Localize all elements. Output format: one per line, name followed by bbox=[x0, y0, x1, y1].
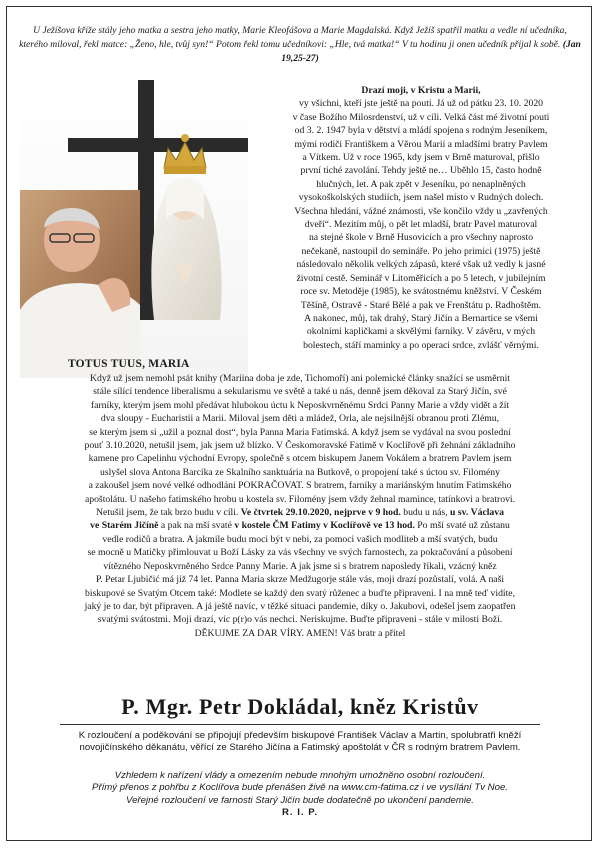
rip-text: R. I. P. bbox=[281, 807, 319, 819]
body-line: Když už jsem nemohl psát knihy (Mariina doba je zde, Tichomoří) ani polemické články snažící se usměrnit bbox=[90, 373, 510, 384]
intro-line: okolními kapličkami a skvělými farníky. V závěru, v mých bbox=[306, 326, 536, 338]
intro-line: Těšíně, Ostravě - Staré Bělé a pak ve Frenštátu p. Radhoštěm. bbox=[300, 299, 542, 311]
ceremony-date: Ve čtvrtek 29.10.2020, nejprve v 9 hod. bbox=[240, 507, 401, 519]
body-line: apoštolátu. U našeho fatimského hrobu u kostela sv. Filomény jsem vždy žehnal mamince, tatínkovi a bratrovi. bbox=[84, 493, 516, 505]
closing-line: DĚKUJME ZA DAR VÍRY. AMEN! Váš bratr a přítel bbox=[194, 627, 406, 639]
verse-text: U Ježíšova kříže stály jeho matka a sestra jeho matky, Marie Kleofášova a Marie Magdalská. Když Ježíš spatřil matku a vedle ní učedníka, kterého miloval, řekl matce: „Ženo, hle, tvůj syn!“ Potom řekl tomu učedníkovi: „Hle, tvá matka!“ V tu hodinu ji onen učedník přijal k sobě. bbox=[19, 25, 567, 50]
farewell-note bbox=[30, 730, 570, 755]
closing-line: svatými svátostmi. Moji drazí, víc p(r)o vás nechci. Neriskujme. Buďte připraveni - stále v milosti Boží. bbox=[97, 614, 503, 626]
verse-reference: (Jan 19,25-27) bbox=[281, 39, 581, 64]
intro-line: A nakonec, můj, tak drahý, Starý Jičín a Bernartice se všemi bbox=[304, 312, 538, 324]
closing-line: P. Petar Ljubičić má již 74 let. Panna Maria skrze Medžugorje stále vás, moji drazí pozůstalí, volá. A naši bbox=[95, 574, 505, 586]
ceremony-church: u sv. Václava bbox=[450, 507, 504, 519]
intro-line: mými rodiči Františkem a Věrou Marií a mladšími bratry Pavlem bbox=[294, 138, 548, 150]
ceremony-mass: v kostele ČM Fatimy v Koclířově ve 13 hod. bbox=[234, 520, 415, 532]
signature-name: P. Mgr. Petr Dokládal, kněz Kristův bbox=[121, 694, 479, 719]
ceremony-line-1 bbox=[18, 506, 582, 519]
photo-caption: TOTUS TUUS, MARIA bbox=[68, 358, 190, 370]
closing-line: se mocně u Matičky přimlouvat u Boží Lásky za vás všechny ve svých farnostech, za pokračování a působení bbox=[87, 547, 513, 559]
notice-line: Vzhledem k nařízení vlády a omezením nebude mnohým umožněno osobní rozloučení. bbox=[114, 770, 486, 781]
notice-line: Veřejné rozloučení ve farnosti Starý Jičín bude dodatečně po ukončení pandemie. bbox=[126, 794, 474, 806]
ceremony-line-2 bbox=[18, 519, 582, 532]
farewell-line: K rozloučení a poděkování se připojují především biskupové František Václav a Martin, spolubratři kněží bbox=[78, 730, 522, 741]
body-line: dva sloupy - Eucharistii a Marii. Miloval jsem děti a mládež, Orla, ale nejsilnější obranou proti Zlému, bbox=[100, 413, 500, 425]
body-line: kamene pro Capelinhu východní Evropy, společně s otcem biskupem Janem Vokálem a bratrem Pavlem jsem bbox=[88, 453, 512, 465]
body-line: farníky, kterým jsem mohl předávat hlubokou úctu k Neposkvrněnému Srdci Panny Marie a vždy vidět a žít bbox=[90, 399, 510, 411]
intro-line: první tiché zavolání. Tehdy ještě ne… Uběhlo 15, často hodně bbox=[300, 165, 542, 177]
intro-line: následovalo několik velkých zápasů, které však už vedly k jasné bbox=[296, 259, 546, 271]
body-line: stále sílící tendence liberalismu a sekularismu ve světě a také u nás, denně jsem děkoval za Starý Jičín, své bbox=[93, 386, 507, 398]
body-line: uslyšel slova Antona Barcíka ze Skalního sanktuária na Butkově, o propojení také s úctou sv. Filomény bbox=[100, 466, 500, 478]
intro-line: na stejné škole v Brně Husovicích a pro všechny naprosto bbox=[308, 232, 534, 244]
divider bbox=[60, 724, 540, 725]
broadcast-notice bbox=[30, 770, 570, 820]
ceremony-text: Po mší svaté už zůstanu bbox=[417, 520, 510, 532]
letter-intro bbox=[256, 84, 586, 352]
intro-line: vy všichni, kteří jste ještě na pouti. Já už od pátku 23. 10. 2020 bbox=[298, 98, 544, 110]
farewell-line: novojičínského děkanátu, věřící ze Starého Jičína a Fatimský apoštolát v ČR s rodným bratrem Pavlem. bbox=[79, 742, 521, 754]
intro-line: hlučných, let. A pak zpět v Jeseníku, po nenaplněných bbox=[316, 178, 526, 190]
intro-line: v čase Božího Milosrdenství, už v cíli. Velká část mé životní pouti bbox=[292, 111, 550, 123]
ceremony-text: budu u nás, bbox=[403, 507, 448, 519]
closing-line: biskupové se Svatým Otcem také: Modlete se každý den svatý růženec a buďte připraveni. I na mně teď vidíte, bbox=[84, 587, 516, 599]
intro-line: životní cestě. Seminář v Litoměřicích a po 5 letech, v jubilejním bbox=[296, 272, 546, 284]
photo-collage bbox=[20, 80, 248, 378]
letter-greeting: Drazí moji, v Kristu a Marii, bbox=[361, 85, 481, 96]
notice-line: Přímý přenos z pohřbu z Koclířova bude přenášen živě na www.cm-fatima.cz i ve vysílání Tv Noe. bbox=[92, 782, 508, 794]
closing-line: vítězného Neposkvrněného Srdce Panny Marie. A jak jsme si s bratrem naposledy říkali, vzácný kněz bbox=[103, 560, 497, 572]
body-line: pouť 3.10.2020, netušil jsem, jak jsem už blízko. V Českomoravské Fatimě v Koclířově při žehnání základního bbox=[84, 440, 516, 452]
intro-line: dveří“. Mezitím můj, o pět let mladší, bratr Pavel maturoval bbox=[304, 219, 538, 231]
intro-line: a Vítkem. Už v roce 1965, kdy jsem v Brně maturoval, přišlo bbox=[302, 152, 540, 164]
intro-line: vysokoškolských studiích, jsem našel místo v Rudných dolech. bbox=[298, 192, 544, 204]
intro-line: bolestech, stáří maminky a po operaci srdce, zvlášť věrnými. bbox=[303, 339, 539, 351]
ceremony-text: a pak na mší svaté bbox=[160, 520, 232, 532]
letter-body bbox=[18, 372, 582, 640]
intro-line: nečekaně, nastoupil do semináře. Po jeho primici (1975) ještě bbox=[301, 245, 541, 257]
closing-line: vedle rodičů a bratra. A jakmile budu moci být v nebi, za pomoci vašich modliteb a mší svatých, budu bbox=[102, 533, 498, 545]
body-line: se kterým jsem si „užil a poznal dost“, byla Panna Maria Fatimská. A když jsem se vydával na svou poslední bbox=[89, 426, 511, 438]
bible-verse bbox=[18, 24, 582, 66]
body-line: a zakoušel jsem nové velké odhodlání POKRAČOVAT. S bratrem, farníky a mariánským hnutím Fatimského bbox=[88, 480, 512, 492]
memorial-photo bbox=[20, 80, 248, 378]
intro-line: Všechna hledání, vážné známosti, vše končilo vždy u „zavřených bbox=[294, 205, 548, 217]
priest-photo bbox=[20, 190, 140, 378]
closing-line: jaký je to dar, být připraven. A já ještě navíc, v těžké situaci pandemie, díky o. Jakubovi, odešel jsem zaopatřen bbox=[84, 600, 516, 612]
body-line: Netušil jsem, že tak brzo budu v cíli. bbox=[96, 507, 239, 519]
intro-line: od 3. 2. 1947 byla v dětství a mládí spojena s rodným Jeseníkem, bbox=[294, 125, 548, 137]
intro-line: roce sv. Metoděje (1985), ke svátostnému kněžství. V Českém bbox=[300, 286, 542, 298]
ceremony-place: ve Starém Jičíně bbox=[90, 520, 159, 532]
